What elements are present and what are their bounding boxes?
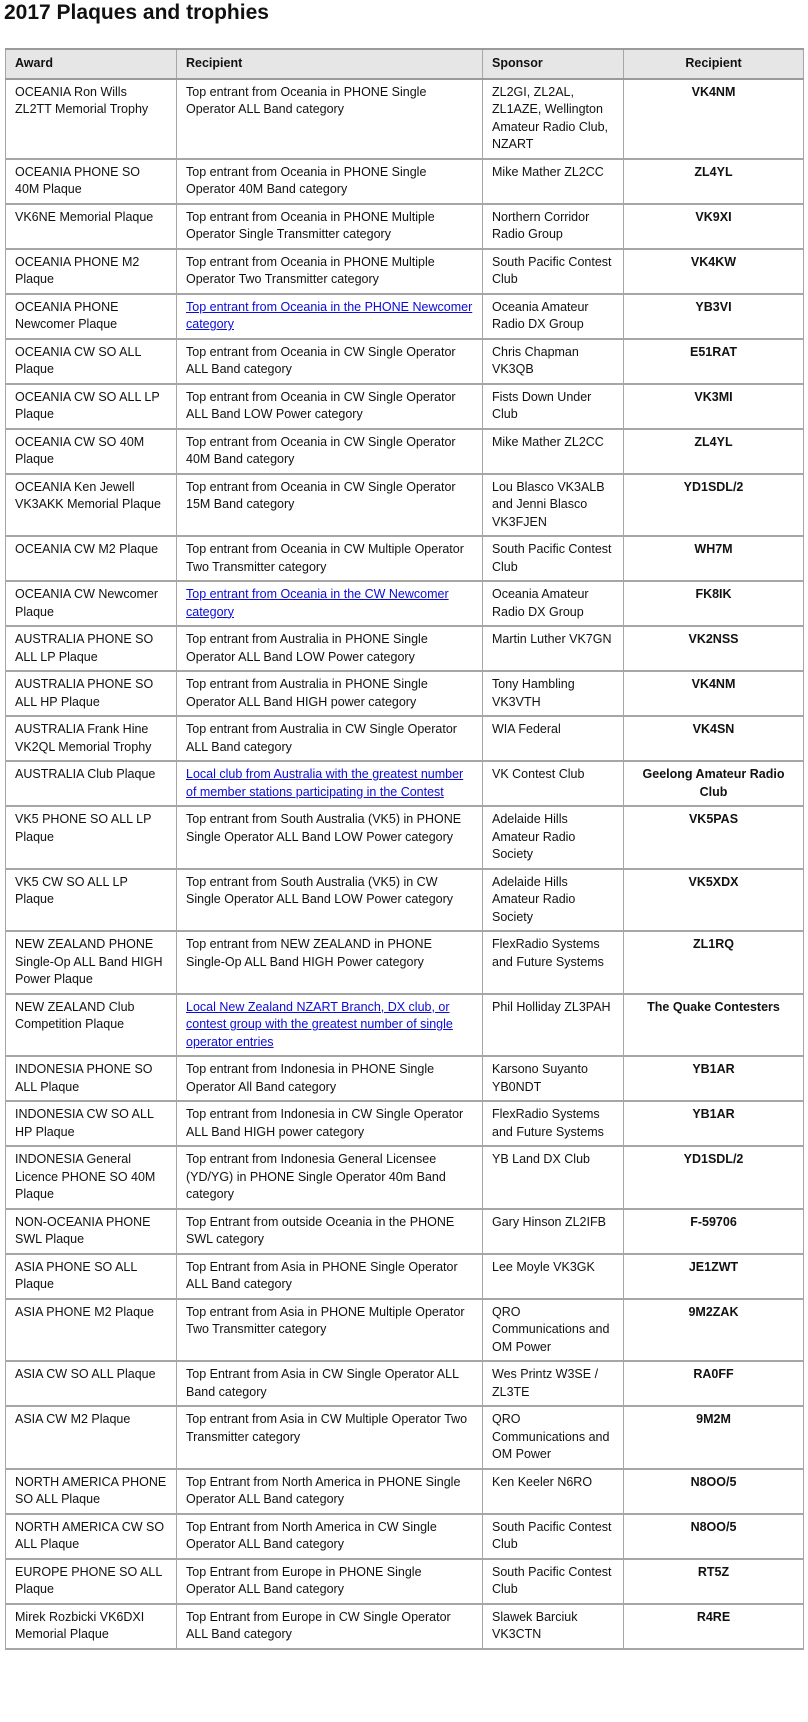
table-row [6, 1101, 804, 1146]
sponsor-cell: Wes Printz W3SE / ZL3TE [483, 1361, 624, 1406]
award-description-cell: Top Entrant from North America in CW Single Operator ALL Band category [177, 1514, 483, 1559]
table-row [6, 474, 804, 537]
award-name-cell: OCEANIA CW SO ALL Plaque [6, 339, 177, 384]
award-name-cell: AUSTRALIA PHONE SO ALL HP Plaque [6, 671, 177, 716]
award-description-cell: Top entrant from Asia in CW Multiple Operator Two Transmitter category [177, 1406, 483, 1469]
award-description-cell: Top entrant from Oceania in CW Single Operator ALL Band category [177, 339, 483, 384]
winner-callsign-cell: ZL4YL [624, 159, 804, 204]
winner-callsign-cell: 9M2ZAK [624, 1299, 804, 1362]
sponsor-cell: Karsono Suyanto YB0NDT [483, 1056, 624, 1101]
award-description-cell: Top Entrant from North America in PHONE Single Operator ALL Band category [177, 1469, 483, 1514]
award-name-cell: NORTH AMERICA PHONE SO ALL Plaque [6, 1469, 177, 1514]
award-description-cell: Top entrant from Australia in PHONE Single Operator ALL Band LOW Power category [177, 626, 483, 671]
award-name-cell: OCEANIA PHONE M2 Plaque [6, 249, 177, 294]
winner-callsign-cell: RA0FF [624, 1361, 804, 1406]
sponsor-cell: VK Contest Club [483, 761, 624, 806]
winner-callsign-cell: R4RE [624, 1604, 804, 1649]
award-description-link[interactable]: Top entrant from Oceania in the PHONE Newcomer category [186, 299, 473, 331]
sponsor-cell: WIA Federal [483, 716, 624, 761]
sponsor-cell: South Pacific Contest Club [483, 1514, 624, 1559]
award-name-cell: INDONESIA General Licence PHONE SO 40M Plaque [6, 1146, 177, 1209]
sponsor-cell: FlexRadio Systems and Future Systems [483, 1101, 624, 1146]
award-name-cell: INDONESIA CW SO ALL HP Plaque [6, 1101, 177, 1146]
sponsor-cell: Slawek Barciuk VK3CTN [483, 1604, 624, 1649]
award-name-cell: VK6NE Memorial Plaque [6, 204, 177, 249]
winner-callsign-cell: The Quake Contesters [624, 994, 804, 1057]
column-header-award: Award [6, 49, 177, 79]
table-body [6, 79, 804, 1649]
sponsor-cell: Oceania Amateur Radio DX Group [483, 294, 624, 339]
table-row [6, 1254, 804, 1299]
table-row [6, 79, 804, 159]
award-name-cell: AUSTRALIA PHONE SO ALL LP Plaque [6, 626, 177, 671]
winner-callsign-cell: YD1SDL/2 [624, 1146, 804, 1209]
award-description-cell: Top entrant from Indonesia in PHONE Single Operator All Band category [177, 1056, 483, 1101]
table-row [6, 869, 804, 932]
award-description-cell: Top entrant from NEW ZEALAND in PHONE Single-Op ALL Band HIGH Power category [177, 931, 483, 994]
award-description-cell: Top entrant from Oceania in CW Single Operator ALL Band LOW Power category [177, 384, 483, 429]
award-name-cell: ASIA CW M2 Plaque [6, 1406, 177, 1469]
award-description-cell [177, 761, 483, 806]
award-name-cell: EUROPE PHONE SO ALL Plaque [6, 1559, 177, 1604]
sponsor-cell: QRO Communications and OM Power [483, 1299, 624, 1362]
award-description-cell: Top entrant from Oceania in CW Single Operator 15M Band category [177, 474, 483, 537]
winner-callsign-cell: VK4NM [624, 79, 804, 159]
table-row [6, 339, 804, 384]
award-description-cell: Top Entrant from outside Oceania in the PHONE SWL category [177, 1209, 483, 1254]
award-description-cell: Top Entrant from Asia in CW Single Operator ALL Band category [177, 1361, 483, 1406]
column-header-sponsor: Sponsor [483, 49, 624, 79]
award-description-cell: Top entrant from Oceania in PHONE Single Operator ALL Band category [177, 79, 483, 159]
table-row [6, 1209, 804, 1254]
winner-callsign-cell: Geelong Amateur Radio Club [624, 761, 804, 806]
winner-callsign-cell: VK5XDX [624, 869, 804, 932]
award-description-cell: Top entrant from Indonesia General Licensee (YD/YG) in PHONE Single Operator 40m Band category [177, 1146, 483, 1209]
award-description-cell: Top entrant from Oceania in PHONE Multiple Operator Single Transmitter category [177, 204, 483, 249]
winner-callsign-cell: YB1AR [624, 1056, 804, 1101]
winner-callsign-cell: VK4NM [624, 671, 804, 716]
award-name-cell: AUSTRALIA Frank Hine VK2QL Memorial Trophy [6, 716, 177, 761]
table-row [6, 931, 804, 994]
award-description-cell [177, 994, 483, 1057]
sponsor-cell: ZL2GI, ZL2AL, ZL1AZE, Wellington Amateur Radio Club, NZART [483, 79, 624, 159]
table-row [6, 581, 804, 626]
award-description-cell: Top entrant from Oceania in CW Single Operator 40M Band category [177, 429, 483, 474]
sponsor-cell: Phil Holliday ZL3PAH [483, 994, 624, 1057]
table-row [6, 1514, 804, 1559]
column-header-description: Recipient [177, 49, 483, 79]
award-description-cell [177, 581, 483, 626]
award-description-link[interactable]: Local New Zealand NZART Branch, DX club, or contest group with the greatest number of single operator entries [186, 999, 453, 1049]
sponsor-cell: Adelaide Hills Amateur Radio Society [483, 869, 624, 932]
winner-callsign-cell: FK8IK [624, 581, 804, 626]
award-name-cell: NON-OCEANIA PHONE SWL Plaque [6, 1209, 177, 1254]
sponsor-cell: Lou Blasco VK3ALB and Jenni Blasco VK3FJEN [483, 474, 624, 537]
table-row [6, 536, 804, 581]
sponsor-cell: Gary Hinson ZL2IFB [483, 1209, 624, 1254]
winner-callsign-cell: 9M2M [624, 1406, 804, 1469]
sponsor-cell: YB Land DX Club [483, 1146, 624, 1209]
winner-callsign-cell: YB3VI [624, 294, 804, 339]
sponsor-cell: Ken Keeler N6RO [483, 1469, 624, 1514]
sponsor-cell: South Pacific Contest Club [483, 536, 624, 581]
sponsor-cell: Mike Mather ZL2CC [483, 159, 624, 204]
table-row [6, 806, 804, 869]
sponsor-cell: South Pacific Contest Club [483, 249, 624, 294]
award-description-cell: Top Entrant from Europe in CW Single Operator ALL Band category [177, 1604, 483, 1649]
sponsor-cell: Martin Luther VK7GN [483, 626, 624, 671]
award-description-cell [177, 294, 483, 339]
table-row [6, 1146, 804, 1209]
sponsor-cell: Oceania Amateur Radio DX Group [483, 581, 624, 626]
award-description-cell: Top Entrant from Asia in PHONE Single Operator ALL Band category [177, 1254, 483, 1299]
award-description-cell: Top Entrant from Europe in PHONE Single Operator ALL Band category [177, 1559, 483, 1604]
table-row [6, 1469, 804, 1514]
sponsor-cell: Adelaide Hills Amateur Radio Society [483, 806, 624, 869]
table-row [6, 159, 804, 204]
award-description-cell: Top entrant from Asia in PHONE Multiple Operator Two Transmitter category [177, 1299, 483, 1362]
table-row [6, 761, 804, 806]
sponsor-cell: Lee Moyle VK3GK [483, 1254, 624, 1299]
award-description-cell: Top entrant from South Australia (VK5) in CW Single Operator ALL Band LOW Power category [177, 869, 483, 932]
sponsor-cell: Northern Corridor Radio Group [483, 204, 624, 249]
sponsor-cell: QRO Communications and OM Power [483, 1406, 624, 1469]
award-name-cell: VK5 CW SO ALL LP Plaque [6, 869, 177, 932]
award-name-cell: AUSTRALIA Club Plaque [6, 761, 177, 806]
award-name-cell: OCEANIA CW SO ALL LP Plaque [6, 384, 177, 429]
winner-callsign-cell: VK2NSS [624, 626, 804, 671]
sponsor-cell: South Pacific Contest Club [483, 1559, 624, 1604]
winner-callsign-cell: E51RAT [624, 339, 804, 384]
awards-table [5, 48, 804, 1650]
winner-callsign-cell: YD1SDL/2 [624, 474, 804, 537]
award-description-cell: Top entrant from Australia in CW Single Operator ALL Band category [177, 716, 483, 761]
winner-callsign-cell: ZL4YL [624, 429, 804, 474]
winner-callsign-cell: N8OO/5 [624, 1514, 804, 1559]
award-name-cell: OCEANIA PHONE Newcomer Plaque [6, 294, 177, 339]
winner-callsign-cell: JE1ZWT [624, 1254, 804, 1299]
award-description-cell: Top entrant from Australia in PHONE Single Operator ALL Band HIGH power category [177, 671, 483, 716]
table-row [6, 671, 804, 716]
table-row [6, 384, 804, 429]
winner-callsign-cell: VK5PAS [624, 806, 804, 869]
award-name-cell: OCEANIA CW M2 Plaque [6, 536, 177, 581]
award-description-link[interactable]: Top entrant from Oceania in the CW Newcomer category [186, 587, 449, 619]
award-name-cell: ASIA PHONE SO ALL Plaque [6, 1254, 177, 1299]
award-name-cell: NEW ZEALAND PHONE Single-Op ALL Band HIGH Power Plaque [6, 931, 177, 994]
award-name-cell: INDONESIA PHONE SO ALL Plaque [6, 1056, 177, 1101]
sponsor-cell: Mike Mather ZL2CC [483, 429, 624, 474]
table-row [6, 204, 804, 249]
winner-callsign-cell: N8OO/5 [624, 1469, 804, 1514]
award-description-cell: Top entrant from Oceania in PHONE Multiple Operator Two Transmitter category [177, 249, 483, 294]
table-row [6, 626, 804, 671]
award-description-link[interactable]: Local club from Australia with the greatest number of member stations participating in the Contest [186, 767, 464, 799]
winner-callsign-cell: VK4KW [624, 249, 804, 294]
winner-callsign-cell: VK9XI [624, 204, 804, 249]
winner-callsign-cell: YB1AR [624, 1101, 804, 1146]
award-description-cell: Top entrant from Indonesia in CW Single Operator ALL Band HIGH power category [177, 1101, 483, 1146]
award-name-cell: OCEANIA Ken Jewell VK3AKK Memorial Plaque [6, 474, 177, 537]
award-name-cell: ASIA CW SO ALL Plaque [6, 1361, 177, 1406]
award-name-cell: OCEANIA CW SO 40M Plaque [6, 429, 177, 474]
award-description-cell: Top entrant from Oceania in PHONE Single Operator 40M Band category [177, 159, 483, 204]
sponsor-cell: Fists Down Under Club [483, 384, 624, 429]
column-header-winner: Recipient [624, 49, 804, 79]
table-row [6, 1406, 804, 1469]
table-row [6, 1559, 804, 1604]
sponsor-cell: FlexRadio Systems and Future Systems [483, 931, 624, 994]
award-description-cell: Top entrant from Oceania in CW Multiple Operator Two Transmitter category [177, 536, 483, 581]
table-row [6, 1361, 804, 1406]
table-header-row [6, 49, 804, 79]
award-name-cell: OCEANIA CW Newcomer Plaque [6, 581, 177, 626]
winner-callsign-cell: RT5Z [624, 1559, 804, 1604]
table-row [6, 716, 804, 761]
table-row [6, 994, 804, 1057]
winner-callsign-cell: ZL1RQ [624, 931, 804, 994]
page-title: 2017 Plaques and trophies [4, 1, 269, 24]
award-name-cell: VK5 PHONE SO ALL LP Plaque [6, 806, 177, 869]
award-description-cell: Top entrant from South Australia (VK5) in PHONE Single Operator ALL Band LOW Power category [177, 806, 483, 869]
table-row [6, 1056, 804, 1101]
table-row [6, 1604, 804, 1649]
winner-callsign-cell: WH7M [624, 536, 804, 581]
winner-callsign-cell: VK3MI [624, 384, 804, 429]
table-row [6, 294, 804, 339]
award-name-cell: NORTH AMERICA CW SO ALL Plaque [6, 1514, 177, 1559]
table-row [6, 249, 804, 294]
table-row [6, 1299, 804, 1362]
sponsor-cell: Tony Hambling VK3VTH [483, 671, 624, 716]
award-name-cell: OCEANIA PHONE SO 40M Plaque [6, 159, 177, 204]
award-name-cell: ASIA PHONE M2 Plaque [6, 1299, 177, 1362]
award-name-cell: OCEANIA Ron Wills ZL2TT Memorial Trophy [6, 79, 177, 159]
sponsor-cell: Chris Chapman VK3QB [483, 339, 624, 384]
award-name-cell: NEW ZEALAND Club Competition Plaque [6, 994, 177, 1057]
winner-callsign-cell: F-59706 [624, 1209, 804, 1254]
award-name-cell: Mirek Rozbicki VK6DXI Memorial Plaque [6, 1604, 177, 1649]
winner-callsign-cell: VK4SN [624, 716, 804, 761]
table-row [6, 429, 804, 474]
